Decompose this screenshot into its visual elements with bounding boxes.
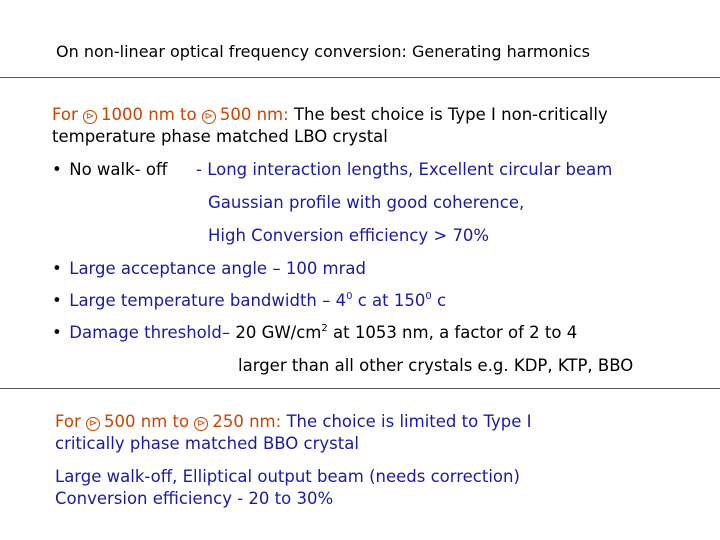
section2-heading-text: The choice is limited to Type I <box>286 412 532 431</box>
bullet-walk-off <box>52 159 167 180</box>
section1-range2: 500 nm: <box>219 105 289 124</box>
bullet-marker: • <box>52 259 62 278</box>
section1-heading-line2: temperature phase matched LBO crystal <box>52 127 388 146</box>
bullet-damage-a: 20 GW/cm <box>230 323 322 342</box>
section2-line2: Conversion efficiency - 20 to 30% <box>55 489 334 508</box>
bullet-damage-label: Damage threshold– <box>69 323 231 342</box>
divider-top <box>0 77 720 78</box>
bullet-damage-b: at 1053 nm, a factor of 2 to 4 <box>327 323 578 342</box>
bullet-marker: • <box>52 160 62 179</box>
bullet-damage-line2: larger than all other crystals e.g. KDP, KTP, BBO <box>238 356 634 375</box>
section1-heading <box>52 104 608 125</box>
bullet-acceptance <box>52 258 366 279</box>
bullet-marker: • <box>52 323 62 342</box>
bullet-marker: • <box>52 291 62 310</box>
arrow-icon: ⊳ <box>194 417 208 431</box>
bullet-walk-off-line3: High Conversion efficiency > 70% <box>208 226 490 245</box>
bullet-damage <box>52 322 577 343</box>
bullet-temperature <box>52 290 446 311</box>
arrow-icon: ⊳ <box>83 110 97 124</box>
arrow-icon: ⊳ <box>202 110 216 124</box>
section2-range: 500 nm to <box>104 412 190 431</box>
section1-heading-text: The best choice is Type I non-critically <box>293 105 608 124</box>
temp-part-b: c at 150 <box>352 291 426 310</box>
section2-for: For <box>55 412 81 431</box>
arrow-icon: ⊳ <box>86 417 100 431</box>
section2-heading-line2: critically phase matched BBO crystal <box>55 434 359 453</box>
bullet-acceptance-text: Large acceptance angle – 100 mrad <box>69 259 367 278</box>
section1-range: 1000 nm to <box>101 105 197 124</box>
section2-range2: 250 nm: <box>212 412 282 431</box>
bullet-temperature-text <box>69 291 446 310</box>
temp-sup-1: 0 <box>346 291 353 302</box>
bullet-walk-off-line2: Gaussian profile with good coherence, <box>208 193 525 212</box>
divider-middle <box>0 388 720 389</box>
temp-sup-2: 0 <box>425 291 432 302</box>
slide-title: On non-linear optical frequency conversion: Generating harmonics <box>56 42 590 61</box>
section1-for: For <box>52 105 78 124</box>
temp-part-c: c <box>431 291 447 310</box>
bullet-walk-off-text: - Long interaction lengths, Excellent circular beam <box>196 160 613 179</box>
bullet-walk-off-label: No walk- off <box>69 160 168 179</box>
temp-part-a: Large temperature bandwidth – 4 <box>69 291 347 310</box>
section2-heading <box>55 411 531 432</box>
section2-line1: Large walk-off, Elliptical output beam (needs correction) <box>55 467 520 486</box>
damage-sup: 2 <box>321 323 328 334</box>
